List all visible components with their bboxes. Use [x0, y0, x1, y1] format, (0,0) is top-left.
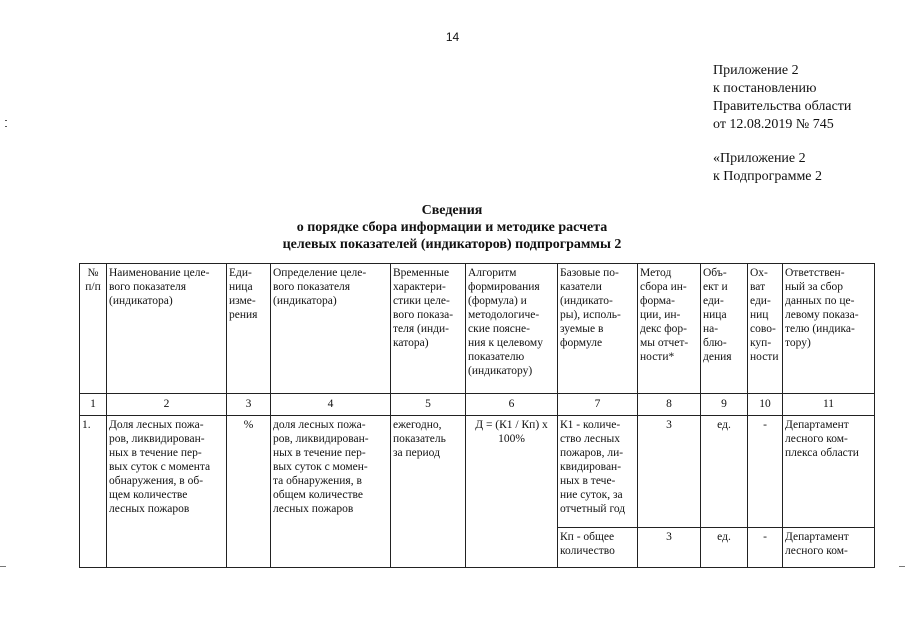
header-cell: Временные характери- стики целе- вого показа- теля (инди- катора) — [391, 264, 466, 394]
header-cell: Объ- ект и еди- ница на- блю- дения — [701, 264, 748, 394]
column-number: 10 — [748, 394, 783, 416]
heading-title: Сведения — [421, 203, 483, 218]
table-row — [80, 416, 875, 528]
appendix-line: Правительства области — [713, 99, 852, 114]
margin-mark — [5, 126, 7, 127]
indicator-definition: доля лесных пожа- ров, ликвидирован- ных в течение пер- вых суток с момен- та обнаружения, в общем количестве лесных пожаров — [271, 416, 391, 568]
base-indicator: К1 - количе- ство лесных пожаров, ли- квидирован- ных в тече- ние суток, за отчетный год — [558, 416, 638, 528]
indicator-name: Доля лесных пожа- ров, ликвидирован- ных в течение пер- вых суток с момента обнаружения, в об- щем количестве лесных пожаров — [107, 416, 227, 568]
column-number: 3 — [227, 394, 271, 416]
column-number: 6 — [466, 394, 558, 416]
column-number: 4 — [271, 394, 391, 416]
observation-unit: ед. — [701, 528, 748, 568]
indicator-time: ежегодно, показатель за период — [391, 416, 466, 568]
header-cell: Метод сбора ин- форма- ции, ин- декс фор- мы отчет- ности* — [638, 264, 701, 394]
table-header-row — [80, 264, 875, 394]
base-indicator: Кп - общее количество — [558, 528, 638, 568]
indicators-table — [79, 263, 875, 568]
header-cell: Еди- ница изме- рения — [227, 264, 271, 394]
column-number: 9 — [701, 394, 748, 416]
observation-unit: ед. — [701, 416, 748, 528]
column-number: 5 — [391, 394, 466, 416]
header-cell: Алгоритм формирования (формула) и методологиче- ские поясне- ния к целевому показателю (индикатору) — [466, 264, 558, 394]
coverage: - — [748, 416, 783, 528]
appendix-line: от 12.08.2019 № 745 — [713, 117, 834, 132]
appendix-line: к постановлению — [713, 81, 817, 96]
appendix-quote-block — [713, 150, 822, 186]
appendix-quote-line: «Приложение 2 — [713, 151, 806, 166]
heading-subtitle: целевых показателей (индикаторов) подпрограммы 2 — [282, 237, 622, 252]
page-number: 14 — [445, 30, 460, 44]
header-cell: Наименование целе- вого показателя (индикатора) — [107, 264, 227, 394]
heading-subtitle: о порядке сбора информации и методике расчета — [296, 220, 608, 235]
appendix-block — [713, 62, 851, 134]
column-number: 7 — [558, 394, 638, 416]
column-number-row — [80, 394, 875, 416]
appendix-quote-line: к Подпрограмме 2 — [713, 169, 823, 184]
collection-method: 3 — [638, 528, 701, 568]
header-cell: Определение целе- вого показателя (индикатора) — [271, 264, 391, 394]
coverage: - — [748, 528, 783, 568]
responsible: Департамент лесного ком- плекса области — [783, 416, 875, 528]
column-number: 2 — [107, 394, 227, 416]
document-heading — [222, 202, 682, 253]
header-cell: № п/п — [80, 264, 107, 394]
indicator-formula: Д = (К1 / Кп) х 100% — [466, 416, 558, 568]
row-number: 1. — [80, 416, 107, 568]
margin-mark — [5, 120, 7, 121]
appendix-line: Приложение 2 — [713, 63, 799, 78]
indicator-unit: % — [227, 416, 271, 568]
edge-mark — [899, 566, 905, 567]
column-number: 11 — [783, 394, 875, 416]
header-cell: Ох- ват еди- ниц сово- куп- ности — [748, 264, 783, 394]
column-number: 1 — [80, 394, 107, 416]
column-number: 8 — [638, 394, 701, 416]
header-cell: Базовые по- казатели (индикато- ры), исполь- зуемые в формуле — [558, 264, 638, 394]
edge-mark — [0, 566, 6, 567]
responsible: Департамент лесного ком- — [783, 528, 875, 568]
header-cell: Ответствен- ный за сбор данных по це- левому показа- телю (индика- тору) — [783, 264, 875, 394]
collection-method: 3 — [638, 416, 701, 528]
